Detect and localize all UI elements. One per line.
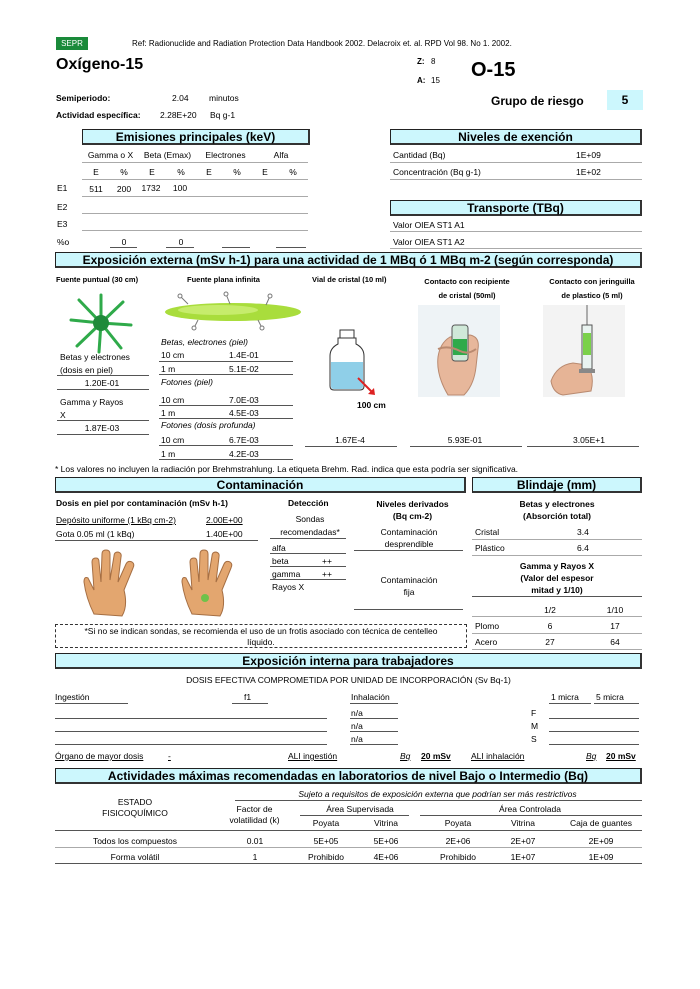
emission-row-label: E3 bbox=[57, 219, 68, 229]
sub-pct: % bbox=[177, 167, 185, 177]
col-point-source: Fuente puntual (30 cm) bbox=[56, 275, 139, 284]
reference: Ref: Radionuclide and Radiation Protection Data Handbook 2002. Delacroix et. al. RPD Vol 98. No 1. 2002. bbox=[132, 39, 512, 48]
shield-lead-label: Plomo bbox=[475, 621, 500, 631]
syringe-icon bbox=[543, 305, 625, 397]
a-value: 15 bbox=[431, 76, 440, 85]
lab-subject-note: Sujeto a requisitos de exposición externa que podrían ser más restrictivos bbox=[298, 789, 577, 799]
plane-beta-distance: 1 m bbox=[161, 364, 176, 374]
lab-col-bench: Poyata bbox=[444, 818, 472, 828]
lab-col-hood: Vitrina bbox=[511, 818, 535, 828]
vial-distance: 100 cm bbox=[357, 400, 386, 410]
emission-group-electrons: Electrones bbox=[205, 150, 246, 160]
sub-e: E bbox=[93, 167, 99, 177]
point-gamma-label: Gamma y Rayos X bbox=[60, 397, 124, 420]
e1-beta-pct: 100 bbox=[172, 183, 188, 193]
shield-steel-half: 27 bbox=[545, 637, 555, 647]
plane-deep-value: 4.2E-03 bbox=[229, 449, 259, 459]
supervised-area-header: Área Supervisada bbox=[326, 804, 394, 814]
z-value: 8 bbox=[431, 57, 436, 66]
lab-row-value: 1E+09 bbox=[588, 852, 614, 862]
organ-label: Órgano de mayor dosis bbox=[55, 751, 144, 761]
sub-pct: % bbox=[120, 167, 128, 177]
sub-pct: % bbox=[289, 167, 297, 177]
shield-glass-value: 3.4 bbox=[577, 527, 589, 537]
emission-row-label: E2 bbox=[57, 202, 68, 212]
inhalation-m-na: n/a bbox=[351, 721, 363, 731]
col-vial: Vial de cristal (10 ml) bbox=[312, 275, 387, 284]
exemption-header: Niveles de exención bbox=[390, 129, 642, 145]
lab-row-value: 4E+06 bbox=[373, 852, 399, 862]
removable-label: Contaminación desprendible bbox=[380, 527, 438, 549]
element-name: Oxígeno-15 bbox=[56, 56, 144, 73]
shield-glass-label: Cristal bbox=[475, 527, 500, 537]
probe-beta: beta bbox=[272, 556, 289, 566]
lab-row-value: 5E+06 bbox=[373, 836, 399, 846]
probe-xray: Rayos X bbox=[272, 582, 305, 592]
permil-beta: 0 bbox=[178, 237, 184, 247]
vial-value: 1.67E-4 bbox=[335, 435, 365, 445]
detection-title: Detección bbox=[288, 498, 329, 508]
lab-col-hood: Vitrina bbox=[374, 818, 398, 828]
point-beta-label: Betas y electrones (dosis en piel) bbox=[60, 352, 130, 375]
probe-gamma: gamma bbox=[272, 569, 301, 579]
skin-uniform-label: Depósito uniforme (1 kBq cm-2) bbox=[56, 515, 176, 525]
lab-row-value: 2E+07 bbox=[510, 836, 536, 846]
inhalation-f-na: n/a bbox=[351, 708, 363, 718]
plane-deep-title: Fotones (dosis profunda) bbox=[161, 420, 256, 430]
lab-activities-header: Actividades máximas recomendadas en laboratorios de nivel Bajo o Intermedio (Bq) bbox=[55, 768, 642, 784]
plane-photon-distance: 10 cm bbox=[161, 395, 185, 405]
inhalation-class-s: S bbox=[531, 734, 537, 744]
activity-unit: Bq g-1 bbox=[210, 110, 236, 120]
controlled-area-header: Área Controlada bbox=[499, 804, 561, 814]
sub-e: E bbox=[149, 167, 155, 177]
emission-group-gamma: Gamma o X bbox=[87, 150, 134, 160]
emissions-header: Emisiones principales (keV) bbox=[82, 129, 310, 145]
nuclide-symbol: O-15 bbox=[471, 59, 516, 81]
probe-alpha: alfa bbox=[272, 543, 286, 553]
lab-state-header: ESTADO FISICOQUÍMICO bbox=[102, 797, 168, 818]
inhalation-s-na: n/a bbox=[351, 734, 363, 744]
exemption-quantity-label: Cantidad (Bq) bbox=[393, 150, 446, 160]
hand-uniform-contamination-icon bbox=[80, 548, 144, 620]
shield-plastic-value: 6.4 bbox=[577, 543, 589, 553]
derived-levels-title: Niveles derivados (Bq cm-2) bbox=[376, 499, 449, 521]
shield-beta-title: Betas y electrones (Absorción total) bbox=[519, 499, 595, 521]
lab-row-value: Prohibido bbox=[308, 852, 344, 862]
skin-dose-title: Dosis en piel por contaminación (mSv h-1) bbox=[56, 498, 228, 508]
half-life-unit: minutos bbox=[209, 93, 239, 103]
exemption-concentration-label: Concentración (Bq g-1) bbox=[393, 167, 481, 177]
internal-exposure-header: Exposición interna para trabajadores bbox=[55, 653, 642, 669]
emission-row-label: %o bbox=[57, 237, 70, 247]
shield-col-half: 1/2 bbox=[544, 605, 556, 615]
z-label: Z: bbox=[417, 57, 425, 66]
ingestion-label: Ingestión bbox=[55, 692, 90, 702]
internal-subtitle: DOSIS EFECTIVA COMPROMETIDA POR UNIDAD DE INCORPORACIÓN (Sv Bq-1) bbox=[186, 675, 511, 685]
f1-label: f1 bbox=[244, 692, 252, 702]
half-life-label: Semiperiodo: bbox=[56, 93, 111, 103]
syringe-value: 3.05E+1 bbox=[573, 435, 605, 445]
plane-photon-value: 4.5E-03 bbox=[229, 408, 259, 418]
plane-beta-title: Betas, electrones (piel) bbox=[161, 337, 248, 347]
risk-group-label: Grupo de riesgo bbox=[491, 94, 584, 108]
skin-uniform-value: 2.00E+00 bbox=[206, 515, 243, 525]
transport-a1-label: Valor OIEA ST1 A1 bbox=[393, 220, 465, 230]
lab-row-value: 1E+07 bbox=[510, 852, 536, 862]
plane-beta-value: 5.1E-02 bbox=[229, 364, 259, 374]
half-life-value: 2.04 bbox=[172, 93, 189, 103]
e1-beta-e: 1732 bbox=[141, 183, 161, 193]
permil-gamma: 0 bbox=[121, 237, 127, 247]
sub-e: E bbox=[206, 167, 212, 177]
skin-drop-label: Gota 0.05 ml (1 kBq) bbox=[56, 529, 135, 539]
transport-a2-label: Valor OIEA ST1 A2 bbox=[393, 237, 465, 247]
col-syringe: Contacto con jeringuilla de plastico (5 ml) bbox=[549, 277, 635, 300]
micron-5-label: 5 micra bbox=[596, 692, 624, 702]
lab-row-k: 1 bbox=[252, 852, 258, 862]
inhalation-class-m: M bbox=[531, 721, 539, 731]
lab-col-glovebox: Caja de guantes bbox=[570, 818, 632, 828]
exemption-quantity-value: 1E+09 bbox=[576, 150, 601, 160]
contamination-note: *Si no se indican sondas, se recomienda el uso de un frotis asociado con técnica de centelleo líquido. bbox=[55, 624, 467, 648]
point-source-icon bbox=[65, 292, 137, 354]
external-exposure-header: Exposición externa (mSv h-1) para una actividad de 1 MBq ó 1 MBq m-2 (según corresponda) bbox=[55, 252, 642, 268]
lab-row-value: 5E+05 bbox=[313, 836, 339, 846]
transport-header: Transporte (TBq) bbox=[390, 200, 642, 216]
lab-row-k: 0.01 bbox=[246, 836, 264, 846]
plane-deep-distance: 1 m bbox=[161, 449, 176, 459]
recipient-value: 5.93E-01 bbox=[447, 435, 483, 445]
probes-title: Sondas recomendadas* bbox=[280, 514, 340, 537]
activity-value: 2.28E+20 bbox=[160, 110, 197, 120]
plane-beta-value: 1.4E-01 bbox=[229, 350, 259, 360]
hand-drop-contamination-icon bbox=[178, 548, 242, 620]
activity-label: Actividad específica: bbox=[56, 110, 141, 120]
glass-vial-icon bbox=[328, 328, 378, 398]
point-beta-value: 1.20E-01 bbox=[84, 378, 120, 388]
micron-1-label: 1 micra bbox=[551, 692, 579, 702]
emission-row-label: E1 bbox=[57, 183, 68, 193]
shield-gamma-title: Gamma y Rayos X (Valor del espesor mitad y 1/10) bbox=[519, 561, 595, 595]
skin-drop-value: 1.40E+00 bbox=[206, 529, 243, 539]
inhalation-class-f: F bbox=[531, 708, 537, 718]
shield-steel-label: Acero bbox=[475, 637, 498, 647]
lab-col-bench: Poyata bbox=[312, 818, 340, 828]
contamination-header: Contaminación bbox=[55, 477, 466, 493]
a-label: A: bbox=[417, 76, 426, 85]
hand-with-recipient-icon bbox=[418, 305, 500, 397]
plane-deep-distance: 10 cm bbox=[161, 435, 185, 445]
ali-ingestion-label: ALI ingestión bbox=[288, 751, 338, 761]
e1-gamma-e: 511 bbox=[89, 184, 103, 194]
e1-gamma-pct: 200 bbox=[116, 184, 132, 194]
sub-e: E bbox=[262, 167, 268, 177]
sepr-logo: SEPR bbox=[56, 37, 88, 50]
shield-plastic-label: Plástico bbox=[475, 543, 505, 553]
emission-group-alpha: Alfa bbox=[273, 150, 289, 160]
shield-steel-tenth: 64 bbox=[610, 637, 620, 647]
inhalation-label: Inhalación bbox=[351, 692, 390, 702]
risk-group-value: 5 bbox=[607, 90, 643, 110]
exemption-concentration-value: 1E+02 bbox=[576, 167, 601, 177]
lab-volatility-header: Factor de volatilidad (k) bbox=[229, 804, 280, 825]
col-plane-source: Fuente plana infinita bbox=[187, 275, 260, 284]
emission-group-beta: Beta (Emax) bbox=[143, 150, 192, 160]
probe-gamma-mark: ++ bbox=[322, 569, 332, 579]
lab-row-value: Prohibido bbox=[440, 852, 476, 862]
shield-lead-tenth: 17 bbox=[610, 621, 620, 631]
plane-source-icon bbox=[158, 290, 308, 332]
ali-inhalation-value: 20 mSv bbox=[606, 751, 636, 761]
shield-col-tenth: 1/10 bbox=[606, 605, 624, 615]
lab-row-state: Forma volátil bbox=[110, 852, 160, 862]
ali-inhalation-unit: Bq bbox=[586, 751, 597, 761]
external-footnote: * Los valores no incluyen la radiación por Brehmstrahlung. La etiqueta Brehm. Rad. indica que esta podría ser significativa. bbox=[55, 464, 519, 474]
ali-ingestion-value: 20 mSv bbox=[421, 751, 451, 761]
plane-photon-value: 7.0E-03 bbox=[229, 395, 259, 405]
lab-row-state: Todos los compuestos bbox=[92, 836, 178, 846]
plane-photon-distance: 1 m bbox=[161, 408, 176, 418]
col-recipient: Contacto con recipiente de cristal (50ml) bbox=[424, 277, 510, 300]
sub-pct: % bbox=[233, 167, 241, 177]
lab-row-value: 2E+06 bbox=[445, 836, 471, 846]
ali-inhalation-label: ALI inhalación bbox=[471, 751, 525, 761]
plane-photon-title: Fotones (piel) bbox=[161, 377, 213, 387]
lab-row-value: 2E+09 bbox=[588, 836, 614, 846]
point-gamma-value: 1.87E-03 bbox=[84, 423, 120, 433]
fixed-label: Contaminación fija bbox=[380, 575, 438, 597]
shield-lead-half: 6 bbox=[547, 621, 553, 631]
organ-value: - bbox=[168, 751, 171, 761]
shielding-header: Blindaje (mm) bbox=[472, 477, 642, 493]
plane-beta-distance: 10 cm bbox=[161, 350, 185, 360]
ali-ingestion-unit: Bq bbox=[400, 751, 411, 761]
plane-deep-value: 6.7E-03 bbox=[229, 435, 259, 445]
probe-beta-mark: ++ bbox=[322, 556, 332, 566]
